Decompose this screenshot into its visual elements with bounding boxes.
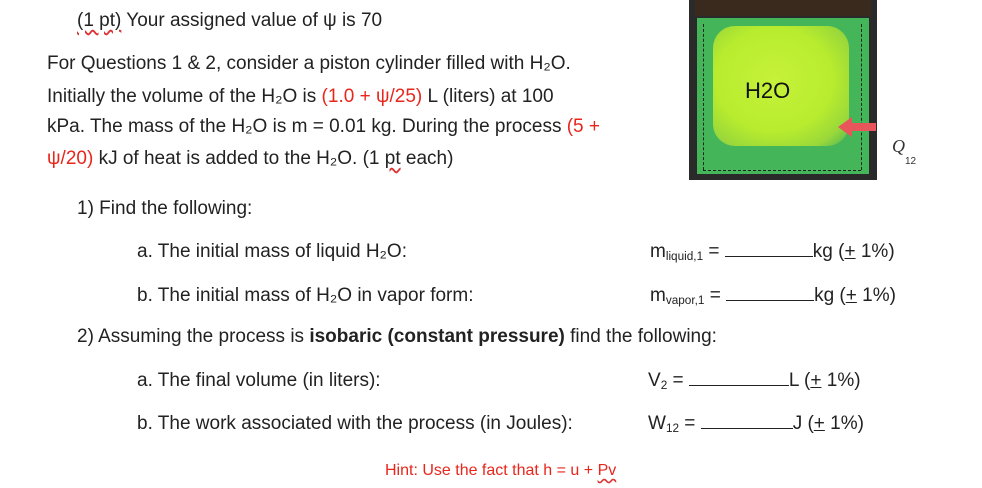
intro-line-4-end: each) [400,148,454,169]
q2b-unit: J ( [792,413,814,434]
q2b-label: b. The work associated with the process (in Joules): [137,413,573,434]
h2o-figure-label: H2O [745,78,791,103]
intro-line-2-pre: Initially the volume of the H₂O is [47,86,322,107]
q1a-equals: = [703,241,725,262]
intro-line-3-pre: kPa. The mass of the H₂O is m = 0.01 kg. During the process [47,116,567,137]
heat-expression-end: ψ/20) [47,148,94,169]
q2-title-pre: 2) Assuming the process is [77,326,310,347]
assigned-value-line [77,10,382,32]
q1a-tolerance: 1%) [855,241,895,262]
intro-line-1: For Questions 1 & 2, consider a piston cylinder filled with H₂O. [47,53,571,74]
q1a-label: a. The initial mass of liquid H₂O: [137,241,407,262]
initial-volume-expression: (1.0 + ψ/25) [321,86,423,107]
q2b-tolerance: 1%) [824,413,864,434]
question-1-title: 1) Find the following: [77,198,253,219]
q2b-equals: = [679,413,701,434]
q2-title-bold: isobaric (constant pressure) [309,326,565,347]
q2a-plusminus: + [810,370,822,391]
hint-text [385,462,616,480]
q1b-variable: $m_{vapor,1}$ [650,285,705,307]
q1a-variable: $m_{liquid,1}$ [650,241,704,263]
boundary-left [703,24,704,170]
intro-line-2 [47,86,554,108]
hint-pv: Pv [597,462,617,479]
hint-pre: Hint: Use the fact that h = u + [385,462,598,479]
q2a-unit: L ( [788,370,811,391]
intro-line-4 [47,148,453,170]
q1b-equals: = [704,285,727,306]
heat-q-symbol: Q [892,136,905,156]
q2b-plusminus: + [813,413,825,434]
q1a-answer-row [650,241,895,263]
heat-q-subscript: 12 [905,156,917,167]
q2a-variable: $V_2$ [648,370,668,392]
points-label: (1 pt) [77,10,122,31]
heat-arrow-icon [838,115,878,139]
q1a-unit: kg ( [812,241,845,262]
q1b-answer-blank[interactable] [726,299,814,301]
q1b-answer-row [650,285,896,307]
q2a-answer-row [648,370,861,392]
q2a-answer-blank[interactable] [689,384,789,386]
q2-title-post: find the following: [564,326,717,347]
q1b-plusminus: + [845,285,857,306]
q1b-unit: kg ( [814,285,846,306]
q2a-tolerance: 1%) [821,370,861,391]
q1a-plusminus: + [844,241,856,262]
piston [695,0,871,16]
intro-line-3 [47,116,600,138]
pt-word: pt [384,148,401,169]
intro-line-2-post: L (liters) at 100 [422,86,554,107]
q2a-equals: = [667,370,689,391]
q2b-answer-blank[interactable] [701,427,793,429]
heat-expression-start: (5 + [566,116,601,137]
question-2-title [77,326,717,348]
boundary-bottom [703,170,861,171]
q1b-label: b. The initial mass of H₂O in vapor form: [137,285,474,306]
q2b-variable: $W_{12}$ [648,413,680,435]
piston-cylinder-figure [689,0,877,180]
boundary-right [861,24,862,170]
q1a-answer-blank[interactable] [725,255,813,257]
q2a-label: a. The final volume (in liters): [137,370,381,391]
assigned-value-text: Your assigned value of ψ is 70 [121,10,383,31]
q1b-tolerance: 1%) [856,285,896,306]
q2b-answer-row [648,413,864,435]
intro-line-4-mid: kJ of heat is added to the H₂O. (1 [93,148,385,169]
